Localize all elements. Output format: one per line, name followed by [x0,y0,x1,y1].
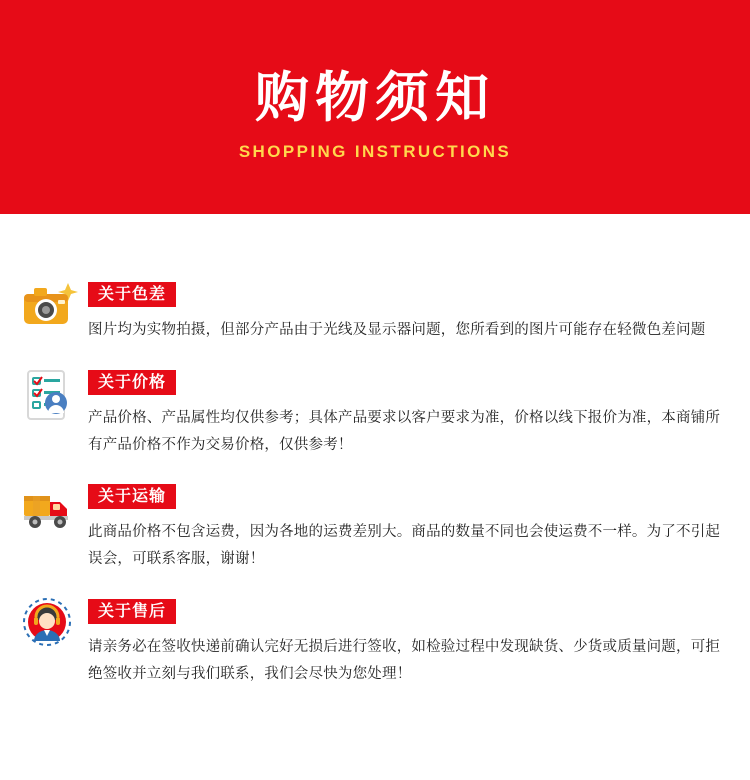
page-subtitle: SHOPPING INSTRUCTIONS [238,141,512,161]
status-badge: 关于色差 [88,282,176,307]
list-item [22,280,728,344]
status-badge: 关于运输 [88,484,176,509]
status-badge: 关于售后 [88,599,176,624]
camera-icon [22,280,82,336]
status-badge: 关于价格 [88,370,176,395]
instructions-list [0,214,750,688]
list-item-description: 此商品价格不包含运费，因为各地的运费差别大。商品的数量不同也会使运费不一样。为了不引起误会，可联系客服，谢谢！ [88,524,721,568]
truck-icon [22,482,82,538]
list-item-body [88,368,728,459]
list-item-description: 请亲务必在签收快递前确认完好无损后进行签收，如检验过程中发现缺货、少货或质量问题，可拒绝签收并立刻与我们联系，我们会尽快为您处理！ [88,639,721,682]
list-item [22,482,728,573]
customer-service-icon [22,597,82,653]
page-title: 购物须知 [255,66,495,130]
list-item-body [88,482,728,573]
list-item-description: 产品价格、产品属性均仅供参考；具体产品要求以客户要求为准，价格以线下报价为准，本商铺所有产品价格不作为交易价格，仅供参考！ [88,409,721,453]
banner [0,0,750,214]
price-list-icon [22,368,82,424]
list-item-body [88,597,728,688]
list-item [22,597,728,688]
list-item [22,368,728,459]
list-item-description: 图片均为实物拍摄，但部分产品由于光线及显示器问题，您所看到的图片可能存在轻微色差问题 [88,322,706,338]
list-item-body [88,280,728,344]
